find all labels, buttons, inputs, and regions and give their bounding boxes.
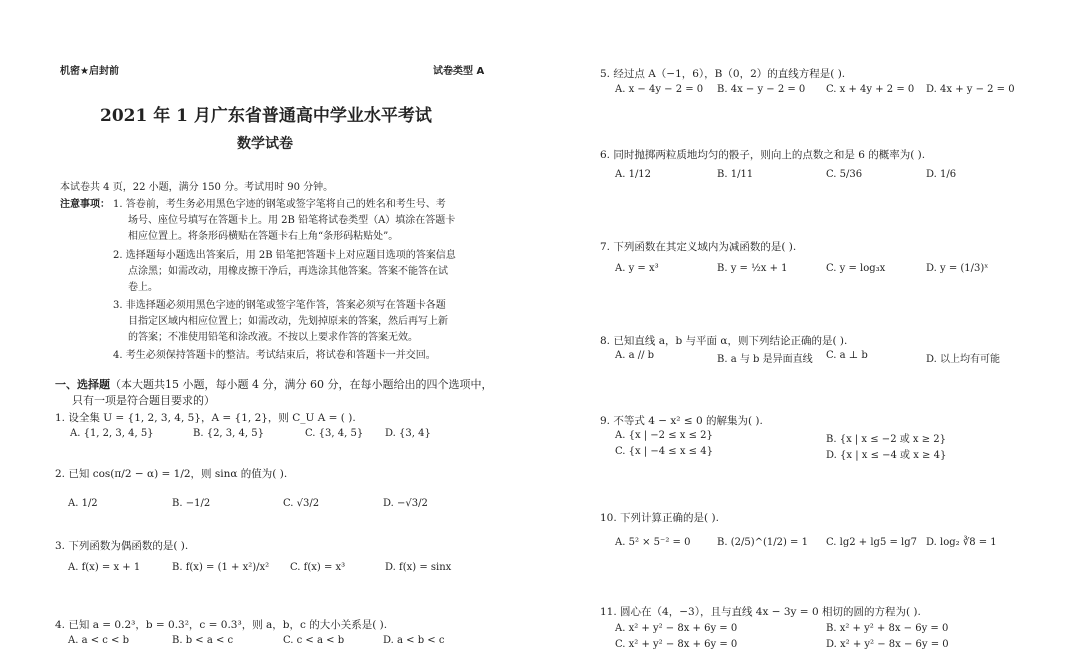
notice-line: 2. 选择题每小题选出答案后，用 2B 铅笔把答题卡上对应题目选项的答案信息 [113, 250, 456, 261]
question-4-option-a: A. a < c < b [68, 635, 130, 646]
question-1-option-b: B. {2, 3, 4, 5} [193, 428, 264, 439]
notice-line: 1. 答卷前，考生务必用黑色字迹的钢笔或签字笔将自己的姓名和考生号、考 [113, 199, 446, 210]
question-11-option-a: A. x² + y² − 8x + 6y = 0 [615, 623, 738, 634]
question-6-stem: 6. 同时抛掷两粒质地均匀的骰子，则向上的点数之和是 6 的概率为( ). [600, 149, 926, 161]
question-8-option-d: D. 以上均有可能 [926, 354, 1001, 365]
notice-line: 点涂黑；如需改动，用橡皮擦干净后，再选涂其他答案。答案不能答在试 [128, 266, 448, 277]
section-heading-title: 一、选择题 [55, 378, 110, 391]
question-9-option-d: D. {x | x ≤ −4 或 x ≥ 4} [826, 450, 947, 461]
question-5-stem: 5. 经过点 A（−1，6），B（0，2）的直线方程是( ). [600, 68, 846, 80]
question-9-option-c: C. {x | −4 ≤ x ≤ 4} [615, 446, 713, 457]
question-10-option-b: B. (2/5)^(1/2) = 1 [717, 537, 808, 548]
question-9-option-a: A. {x | −2 ≤ x ≤ 2} [615, 430, 713, 441]
notice-line: 目指定区域内相应位置上；如需改动，先划掉原来的答案，然后再写上新 [128, 316, 448, 327]
question-6-option-a: A. 1/12 [615, 169, 652, 180]
question-4-option-b: B. b < a < c [172, 635, 234, 646]
question-4-stem: 4. 已知 a = 0.2³，b = 0.3²，c = 0.3³，则 a，b，c 的大小关系是( ). [55, 619, 388, 631]
question-5-option-a: A. x − 4y − 2 = 0 [615, 84, 704, 95]
question-11-stem: 11. 圆心在（4，−3），且与直线 4x − 3y = 0 相切的圆的方程为( ). [600, 606, 921, 618]
question-6-option-d: D. 1/6 [926, 169, 957, 180]
question-7-option-d: D. y = (1/3)ˣ [926, 263, 989, 274]
question-8-option-c: C. a ⊥ b [826, 350, 868, 361]
question-4-option-d: D. a < b < c [383, 635, 445, 646]
question-4-option-c: C. c < a < b [283, 635, 345, 646]
notice-line: 的答案；不准使用铅笔和涂改液。不按以上要求作答的答案无效。 [128, 332, 418, 343]
question-9-option-b: B. {x | x ≤ −2 或 x ≥ 2} [826, 434, 947, 445]
question-1-stem: 1. 设全集 U = {1, 2, 3, 4, 5}，A = {1, 2}，则 C_U A = ( ). [55, 412, 356, 424]
question-7-option-b: B. y = ½x + 1 [717, 263, 788, 274]
question-3-option-d: D. f(x) = sinx [385, 562, 452, 573]
question-2-option-c: C. √3/2 [283, 498, 320, 509]
question-1-option-d: D. {3, 4} [385, 428, 431, 439]
paper-type-label: 试卷类型 A [433, 66, 485, 77]
exam-subtitle: 数学试卷 [237, 136, 293, 152]
question-2-stem: 2. 已知 cos(π/2 − α) = 1/2，则 sinα 的值为( ). [55, 468, 288, 480]
question-5-option-c: C. x + 4y + 2 = 0 [826, 84, 915, 95]
question-2-option-a: A. 1/2 [68, 498, 98, 509]
question-2-option-b: B. −1/2 [172, 498, 211, 509]
question-5-option-b: B. 4x − y − 2 = 0 [717, 84, 806, 95]
question-2-option-d: D. −√3/2 [383, 498, 428, 509]
question-6-option-b: B. 1/11 [717, 169, 754, 180]
question-1-option-a: A. {1, 2, 3, 4, 5} [70, 428, 154, 439]
question-8-option-b: B. a 与 b 是异面直线 [717, 354, 813, 365]
question-3-option-a: A. f(x) = x + 1 [68, 562, 141, 573]
section-heading-desc: （本大题共15 小题，每小题 4 分，满分 60 分，在每小题给出的四个选项中， [110, 378, 493, 391]
question-8-stem: 8. 已知直线 a，b 与平面 α，则下列结论正确的是( ). [600, 335, 848, 347]
question-3-option-b: B. f(x) = (1 + x²)/x² [172, 562, 270, 573]
question-3-option-c: C. f(x) = x³ [290, 562, 346, 573]
question-11-option-c: C. x² + y² − 8x + 6y = 0 [615, 639, 738, 650]
question-7-option-c: C. y = log₃x [826, 263, 886, 274]
notice-line: 场号、座位号填写在答题卡上。用 2B 铅笔将试卷类型（A）填涂在答题卡 [128, 215, 456, 226]
question-5-option-d: D. 4x + y − 2 = 0 [926, 84, 1015, 95]
question-10-option-a: A. 5² × 5⁻² = 0 [615, 537, 691, 548]
question-1-option-c: C. {3, 4, 5} [305, 428, 364, 439]
question-9-stem: 9. 不等式 4 − x² ≤ 0 的解集为( ). [600, 415, 763, 427]
question-11-option-d: D. x² + y² − 8x − 6y = 0 [826, 639, 949, 650]
notice-line: 4. 考生必须保持答题卡的整洁。考试结束后，将试卷和答题卡一并交回。 [113, 350, 436, 361]
notice-line: 卷上。 [128, 282, 158, 293]
notice-line: 3. 非选择题必须用黑色字迹的钢笔或签字笔作答，答案必须写在答题卡各题 [113, 300, 446, 311]
exam-title: 2021 年 1 月广东省普通高中学业水平考试 [100, 106, 432, 126]
question-7-stem: 7. 下列函数在其定义域内为减函数的是( ). [600, 241, 797, 253]
question-6-option-c: C. 5/36 [826, 169, 863, 180]
question-7-option-a: A. y = x³ [615, 263, 659, 274]
question-11-option-b: B. x² + y² + 8x − 6y = 0 [826, 623, 949, 634]
notice-line: 相应位置上。将条形码横贴在答题卡右上角“条形码粘贴处”。 [128, 231, 399, 242]
question-8-option-a: A. a // b [615, 350, 655, 361]
question-3-stem: 3. 下列函数为偶函数的是( ). [55, 540, 189, 552]
question-10-option-c: C. lg2 + lg5 = lg7 [826, 537, 918, 548]
exam-summary: 本试卷共 4 页，22 小题，满分 150 分。考试用时 90 分钟。 [60, 182, 334, 193]
section-heading [55, 376, 492, 392]
section-heading-desc2: 只有一项是符合题目要求的） [72, 394, 215, 407]
notice-label: 注意事项： [60, 199, 110, 210]
question-10-stem: 10. 下列计算正确的是( ). [600, 512, 719, 524]
confidential-label: 机密★启封前 [60, 66, 119, 77]
question-10-option-d: D. log₂ ∛8 = 1 [926, 537, 997, 548]
